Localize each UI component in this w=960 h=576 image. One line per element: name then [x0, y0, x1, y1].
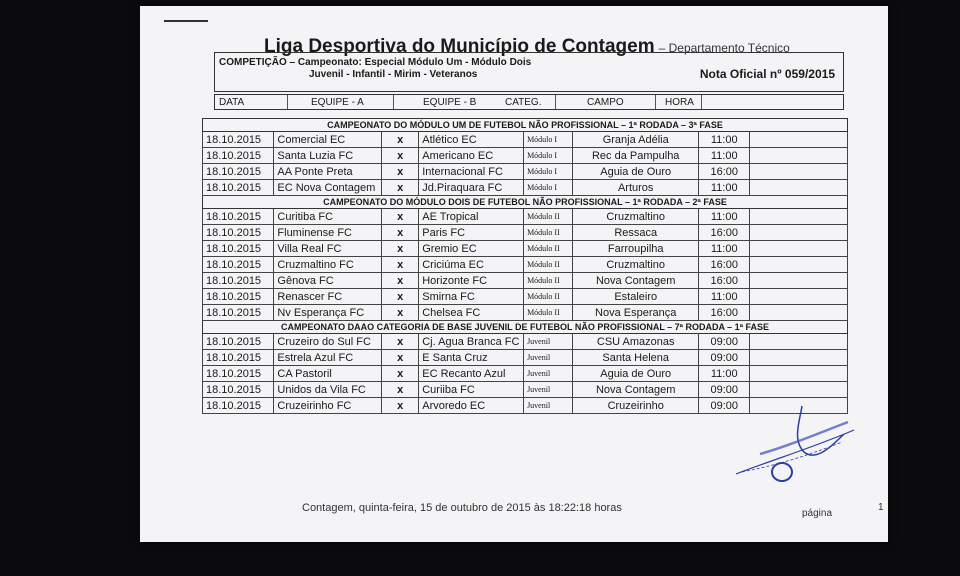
document-page [140, 6, 888, 542]
match-date: 18.10.2015 [203, 289, 274, 305]
table-row [203, 334, 848, 350]
section-header-row [203, 196, 848, 209]
match-date: 18.10.2015 [203, 305, 274, 321]
col-categ: CATEG. [505, 97, 542, 108]
team-a: Cruzeiro do Sul FC [274, 334, 382, 350]
team-b: Internacional FC [419, 164, 524, 180]
field-name: Estaleiro [573, 289, 699, 305]
nota-oficial: Nota Oficial nº 059/2015 [699, 67, 835, 81]
table-row [203, 305, 848, 321]
kickoff-time: 11:00 [699, 209, 750, 225]
col-separator [393, 95, 394, 109]
versus-mark: x [382, 225, 419, 241]
kickoff-time: 11:00 [699, 180, 750, 196]
col-campo: CAMPO [587, 97, 624, 108]
team-a: Renascer FC [274, 289, 382, 305]
team-b: Chelsea FC [419, 305, 524, 321]
team-a: EC Nova Contagem [274, 180, 382, 196]
section-header-row [203, 321, 848, 334]
empty-cell [750, 241, 848, 257]
table-row [203, 148, 848, 164]
field-name: Granja Adélia [573, 132, 699, 148]
versus-mark: x [382, 180, 419, 196]
category: Juvenil [524, 366, 573, 382]
col-equipe-b: EQUIPE - B [423, 97, 477, 108]
team-b: Paris FC [419, 225, 524, 241]
empty-cell [750, 366, 848, 382]
versus-mark: x [382, 382, 419, 398]
category: Módulo I [524, 180, 573, 196]
match-date: 18.10.2015 [203, 241, 274, 257]
team-a: Santa Luzia FC [274, 148, 382, 164]
kickoff-time: 16:00 [699, 305, 750, 321]
versus-mark: x [382, 305, 419, 321]
team-a: Nv Esperança FC [274, 305, 382, 321]
team-b: E Santa Cruz [419, 350, 524, 366]
schedule-table [202, 118, 848, 414]
col-separator [555, 95, 556, 109]
kickoff-time: 11:00 [699, 132, 750, 148]
category: Juvenil [524, 382, 573, 398]
team-b: Americano EC [419, 148, 524, 164]
team-b: Jd.Piraquara FC [419, 180, 524, 196]
footer-pagina: página [802, 508, 833, 519]
match-date: 18.10.2015 [203, 398, 274, 414]
field-name: Nova Contagem [573, 273, 699, 289]
empty-cell [750, 273, 848, 289]
kickoff-time: 16:00 [699, 273, 750, 289]
team-b: Gremio EC [419, 241, 524, 257]
divider [164, 20, 208, 22]
competition-text [219, 57, 531, 81]
col-equipe-a: EQUIPE - A [311, 97, 364, 108]
col-separator [701, 95, 702, 109]
kickoff-time: 16:00 [699, 225, 750, 241]
competition-line2: Juvenil - Infantil - Mirim - Veteranos [309, 69, 478, 80]
kickoff-time: 09:00 [699, 382, 750, 398]
kickoff-time: 09:00 [699, 398, 750, 414]
field-name: CSU Amazonas [573, 334, 699, 350]
col-separator [287, 95, 288, 109]
versus-mark: x [382, 350, 419, 366]
field-name: Cruzeirinho [573, 398, 699, 414]
team-b: EC Recanto Azul [419, 366, 524, 382]
category: Módulo II [524, 257, 573, 273]
table-row [203, 164, 848, 180]
section-title: CAMPEONATO DO MÓDULO UM DE FUTEBOL NÃO PROFISSIONAL – 1ª RODADA – 3ª FASE [203, 119, 848, 132]
field-name: Cruzmaltino [573, 209, 699, 225]
field-name: Cruzmaltino [573, 257, 699, 273]
field-name: Farroupilha [573, 241, 699, 257]
table-row [203, 257, 848, 273]
competition-box [214, 52, 844, 92]
versus-mark: x [382, 148, 419, 164]
match-date: 18.10.2015 [203, 164, 274, 180]
empty-cell [750, 382, 848, 398]
table-row [203, 241, 848, 257]
column-header-row [214, 94, 844, 110]
team-b: Arvoredo EC [419, 398, 524, 414]
match-date: 18.10.2015 [203, 273, 274, 289]
versus-mark: x [382, 209, 419, 225]
team-a: Cruzeirinho FC [274, 398, 382, 414]
team-a: Villa Real FC [274, 241, 382, 257]
team-a: Fluminense FC [274, 225, 382, 241]
versus-mark: x [382, 289, 419, 305]
col-data: DATA [219, 97, 245, 108]
category: Módulo I [524, 148, 573, 164]
table-row [203, 273, 848, 289]
table-row [203, 350, 848, 366]
field-name: Nova Contagem [573, 382, 699, 398]
team-b: Atlético EC [419, 132, 524, 148]
schedule-body [203, 119, 848, 414]
match-date: 18.10.2015 [203, 382, 274, 398]
signature-stamp-icon [732, 400, 862, 496]
category: Módulo II [524, 225, 573, 241]
category: Módulo II [524, 289, 573, 305]
empty-cell [750, 225, 848, 241]
kickoff-time: 09:00 [699, 350, 750, 366]
team-b: Smirna FC [419, 289, 524, 305]
versus-mark: x [382, 132, 419, 148]
kickoff-time: 11:00 [699, 289, 750, 305]
team-a: Comercial EC [274, 132, 382, 148]
versus-mark: x [382, 334, 419, 350]
field-name: Santa Helena [573, 350, 699, 366]
versus-mark: x [382, 257, 419, 273]
title-subtitle: – Departamento Técnico [658, 41, 790, 55]
competition-line1: COMPETIÇÃO – Campeonato: Especial Módulo Um - Módulo Dois [219, 57, 532, 68]
field-name: Arturos [573, 180, 699, 196]
team-b: Criciúma EC [419, 257, 524, 273]
match-date: 18.10.2015 [203, 334, 274, 350]
category: Módulo II [524, 241, 573, 257]
field-name: Aguia de Ouro [573, 366, 699, 382]
col-hora: HORA [665, 97, 694, 108]
match-date: 18.10.2015 [203, 132, 274, 148]
field-name: Rec da Pampulha [573, 148, 699, 164]
kickoff-time: 11:00 [699, 241, 750, 257]
team-a: AA Ponte Preta [274, 164, 382, 180]
category: Juvenil [524, 350, 573, 366]
empty-cell [750, 334, 848, 350]
title-text: Liga Desportiva do Município de Contagem [264, 36, 655, 57]
team-b: Cj. Agua Branca FC [419, 334, 524, 350]
team-b: AE Tropical [419, 209, 524, 225]
empty-cell [750, 209, 848, 225]
field-name: Aguia de Ouro [573, 164, 699, 180]
empty-cell [750, 350, 848, 366]
match-date: 18.10.2015 [203, 180, 274, 196]
category: Módulo II [524, 209, 573, 225]
match-date: 18.10.2015 [203, 209, 274, 225]
team-b: Horizonte FC [419, 273, 524, 289]
section-title: CAMPEONATO DO MÓDULO DOIS DE FUTEBOL NÃO PROFISSIONAL – 1ª RODADA – 2ª FASE [203, 196, 848, 209]
kickoff-time: 11:00 [699, 366, 750, 382]
page-number: 1 [878, 502, 884, 513]
kickoff-time: 09:00 [699, 334, 750, 350]
table-row [203, 382, 848, 398]
table-row [203, 289, 848, 305]
section-title: CAMPEONATO DAAO CATEGORIA DE BASE JUVENIL DE FUTEBOL NÃO PROFISSIONAL – 7ª RODADA – 1ª FASE [203, 321, 848, 334]
match-date: 18.10.2015 [203, 366, 274, 382]
match-date: 18.10.2015 [203, 225, 274, 241]
empty-cell [750, 164, 848, 180]
category: Juvenil [524, 334, 573, 350]
match-date: 18.10.2015 [203, 257, 274, 273]
footer-datetime: Contagem, quinta-feira, 15 de outubro de 2015 às 18:22:18 horas [302, 502, 622, 514]
kickoff-time: 11:00 [699, 148, 750, 164]
team-a: CA Pastoril [274, 366, 382, 382]
table-row [203, 366, 848, 382]
empty-cell [750, 132, 848, 148]
versus-mark: x [382, 398, 419, 414]
team-a: Cruzmaltino FC [274, 257, 382, 273]
table-row [203, 132, 848, 148]
empty-cell [750, 257, 848, 273]
empty-cell [750, 305, 848, 321]
versus-mark: x [382, 241, 419, 257]
versus-mark: x [382, 273, 419, 289]
versus-mark: x [382, 366, 419, 382]
category: Módulo I [524, 132, 573, 148]
category: Módulo II [524, 305, 573, 321]
col-separator [655, 95, 656, 109]
team-a: Gênova FC [274, 273, 382, 289]
empty-cell [750, 180, 848, 196]
team-b: Curiiba FC [419, 382, 524, 398]
field-name: Ressaca [573, 225, 699, 241]
team-a: Unidos da Vila FC [274, 382, 382, 398]
category: Módulo II [524, 273, 573, 289]
team-a: Curitiba FC [274, 209, 382, 225]
section-header-row [203, 119, 848, 132]
versus-mark: x [382, 164, 419, 180]
table-row [203, 209, 848, 225]
category: Módulo I [524, 164, 573, 180]
match-date: 18.10.2015 [203, 148, 274, 164]
table-row [203, 180, 848, 196]
kickoff-time: 16:00 [699, 257, 750, 273]
empty-cell [750, 289, 848, 305]
kickoff-time: 16:00 [699, 164, 750, 180]
field-name: Nova Esperança [573, 305, 699, 321]
team-a: Estrela Azul FC [274, 350, 382, 366]
table-row [203, 225, 848, 241]
empty-cell [750, 148, 848, 164]
category: Juvenil [524, 398, 573, 414]
match-date: 18.10.2015 [203, 350, 274, 366]
